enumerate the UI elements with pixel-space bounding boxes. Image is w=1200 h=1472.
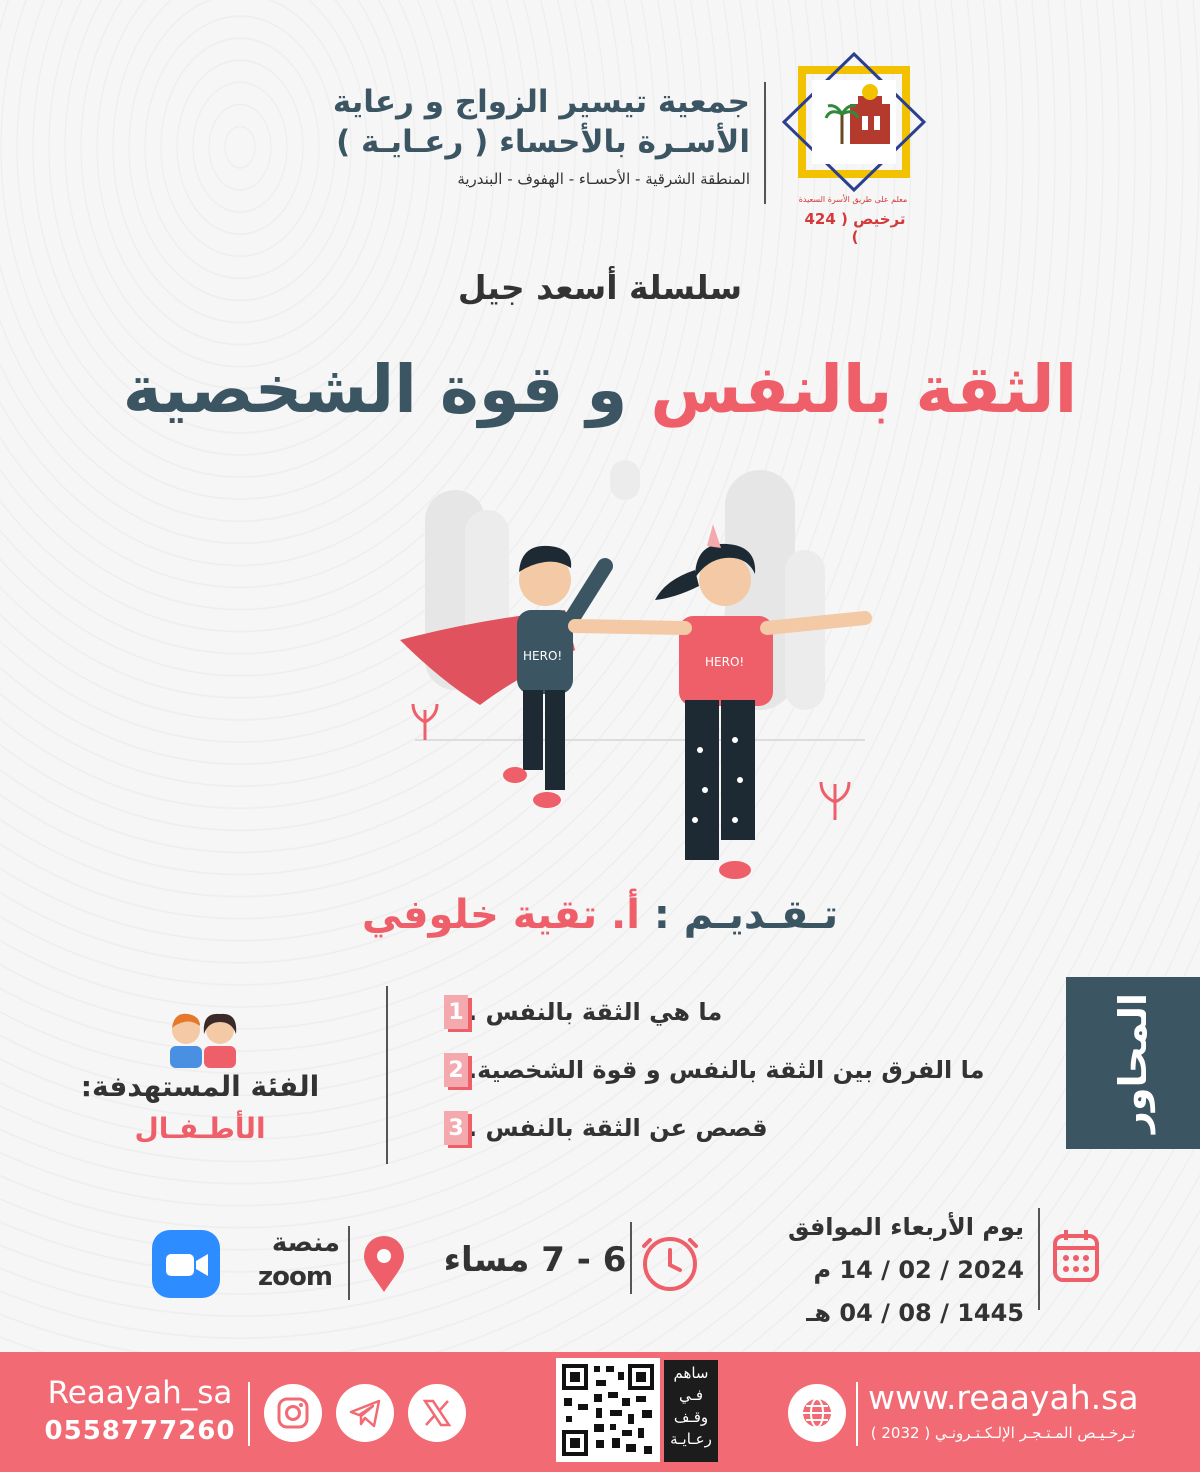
topic-number: 1 <box>444 995 468 1029</box>
date-gregorian: 2024 / 02 / 14 م <box>813 1256 1024 1284</box>
topic-number: 3 <box>444 1111 468 1145</box>
topic-item <box>430 992 1050 1032</box>
topic-text: قصص عن الثقة بالنفس . <box>468 1114 768 1142</box>
date-divider <box>1038 1208 1040 1310</box>
event-time: 6 - 7 مساء <box>443 1240 627 1280</box>
calendar-icon <box>1052 1226 1100 1284</box>
license-text: ترخيص ( 424 ) <box>804 210 906 246</box>
topics-heading: المحاور <box>1111 993 1155 1133</box>
topic-text: ما هي الثقة بالنفس . <box>468 998 723 1026</box>
location-divider <box>348 1226 350 1300</box>
telegram-icon[interactable] <box>336 1384 394 1442</box>
platform-label: منصة <box>271 1228 340 1258</box>
series-title: سلسلة أسعد جيل <box>457 268 743 307</box>
waqf-line: رعـايـة <box>670 1430 712 1448</box>
waqf-label <box>664 1360 718 1462</box>
presenter-label: تـقـديـم : <box>653 892 839 938</box>
target-label: الفئة المستهدفة: <box>80 1070 320 1103</box>
date-block <box>764 1206 1024 1335</box>
topic-number: 2 <box>444 1053 468 1087</box>
x-icon[interactable] <box>408 1384 466 1442</box>
svg-text:HERO!: HERO! <box>523 649 563 663</box>
org-logo <box>778 52 926 192</box>
kids-icon <box>160 1008 246 1068</box>
waqf-line: ساهم <box>673 1364 709 1382</box>
org-region: المنطقة الشرقية - الأحسـاء - الهفوف - البندرية <box>457 170 750 188</box>
header-divider <box>764 82 766 204</box>
org-name-line2: الأسـرة بالأحساء ( رعـايـة ) <box>336 124 750 160</box>
time-divider <box>630 1222 632 1294</box>
topics-divider <box>386 986 388 1164</box>
topic-item <box>430 1050 1050 1090</box>
topics-heading-tab <box>1066 977 1200 1149</box>
presenter <box>300 892 900 938</box>
globe-icon[interactable] <box>788 1384 846 1442</box>
event-day: يوم الأربعاء الموافق <box>787 1213 1024 1241</box>
topic-item <box>430 1108 1050 1148</box>
location-pin-icon <box>360 1234 408 1294</box>
date-hijri: 1445 / 08 / 04 هـ <box>806 1299 1024 1327</box>
topic-text: ما الفرق بين الثقة بالنفس و قوة الشخصية. <box>468 1056 985 1084</box>
platform-name: zoom <box>258 1262 332 1292</box>
target-value: الأطـفـال <box>134 1112 266 1145</box>
social-handle[interactable]: Reaayah_sa <box>47 1375 233 1411</box>
store-license: تـرخـيـص المـتـجـر الإلـكـتـرونـي ( 2032 ) <box>870 1424 1136 1442</box>
clock-icon <box>640 1232 700 1292</box>
waqf-line: وقـف <box>673 1408 709 1426</box>
qr-code <box>556 1358 660 1462</box>
title-part1: الثقة بالنفس <box>650 351 1078 428</box>
instagram-icon[interactable] <box>264 1384 322 1442</box>
zoom-camera-icon <box>152 1230 220 1298</box>
logo-motto: معلم على طريق الأسرة السعيدة <box>798 195 908 204</box>
presenter-name: أ. تقية خلوفي <box>361 892 640 938</box>
website-link[interactable]: www.reaayah.sa <box>868 1378 1139 1417</box>
children-running-illustration <box>395 460 875 890</box>
org-name-line1: جمعية تيسير الزواج و رعاية <box>332 84 750 120</box>
org-name <box>330 82 750 162</box>
main-title <box>60 350 1140 430</box>
phone-number[interactable]: 0558777260 <box>44 1416 236 1446</box>
title-part2: و قوة الشخصية <box>122 351 628 428</box>
svg-text:HERO!: HERO! <box>705 655 745 669</box>
footer-divider-right <box>856 1382 858 1446</box>
footer-divider-left <box>248 1382 250 1446</box>
waqf-line: فـي <box>678 1386 704 1404</box>
